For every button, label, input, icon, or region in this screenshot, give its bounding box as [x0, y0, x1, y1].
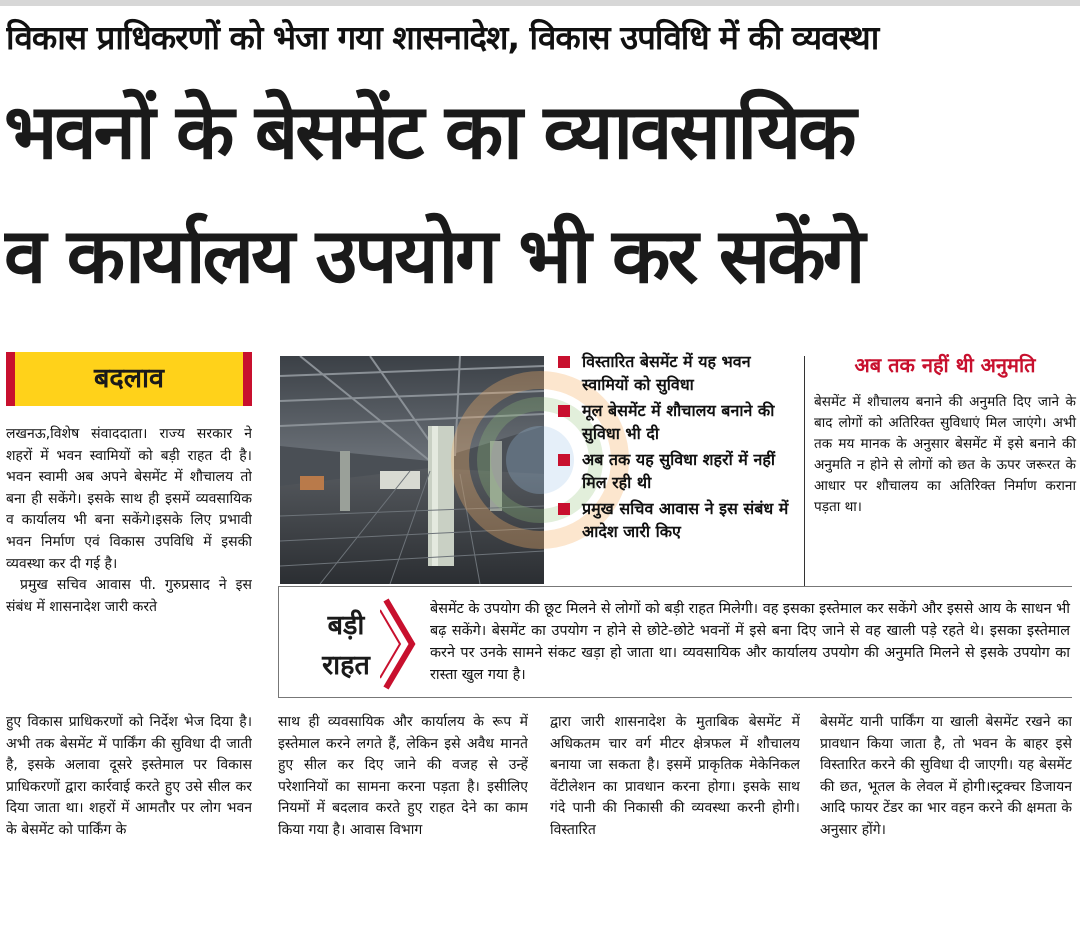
highlight-text: प्रमुख सचिव आवास ने इस संबंध में आदेश जारी किए	[582, 499, 789, 541]
main-headline-line-2: व कार्यालय उपयोग भी कर सकेंगे	[4, 211, 863, 300]
top-border	[0, 0, 1080, 6]
highlight-item	[556, 399, 800, 445]
relief-label-line-1: बड़ी	[327, 610, 365, 641]
body-column-4: बेसमेंट यानी पार्किंग या खाली बेसमेंट रखने का प्रावधान किया जाता है, तो भवन के बाहर इसे विस्तारित करने की सुविधा दी जाएगी। यह बेसमेंट की छत, भूतल के लेवल में होगी।स्ट्रक्चर डिजायन आदि फायर टेंडर का भार वहन करने की क्षमता के अनुसार होंगे।	[820, 714, 1072, 838]
lead-paragraph-1: लखनऊ,विशेष संवाददाता। राज्य सरकार ने शहरों में भवन स्वामियों को बड़ी राहत दी है। भवन स्वामी अब अपने बेसमेंट में शौचालय तो बना ही सकेंगे। इसके साथ ही इसमें व्यवसायिक व कार्यालय भी बना सकेंगे।इसके लिए प्रभावी भवन निर्माण एवं विकास उपविधि में इसकी व्यवस्था कर दी गई है।	[6, 426, 252, 572]
lead-column	[6, 424, 252, 712]
sidebar-title: अब तक नहीं थी अनुमति	[854, 353, 1036, 377]
chevron-right-icon	[380, 596, 420, 692]
body-column-2: साथ ही व्यवसायिक और कार्यालय के रूप में इस्तेमाल करने लगते हैं, लेकिन इसे अवैध मानते हुए सील कर दिए जाने की वजह से उन्हें परेशानियों का सामना करना पड़ता है। इसीलिए नियमों में बदलाव करते हुए राहत देने का काम किया गया है। आवास विभाग	[278, 714, 528, 838]
highlight-item	[556, 350, 800, 396]
highlight-item	[556, 497, 800, 543]
relief-label-line-2: राहत	[322, 650, 370, 681]
section-tag: बदलाव	[6, 352, 252, 406]
kicker-headline: विकास प्राधिकरणों को भेजा गया शासनादेश, विकास उपविधि में की व्यवस्था	[6, 18, 879, 57]
bullet-square-icon	[558, 454, 570, 466]
highlight-text: मूल बेसमेंट में शौचालय बनाने की सुविधा भी दी	[582, 401, 775, 443]
bullet-square-icon	[558, 356, 570, 368]
main-headline-line-1: भवनों के बेसमेंट का व्यावसायिक	[4, 87, 854, 176]
body-column-1: हुए विकास प्राधिकरणों को निर्देश भेज दिया है। अभी तक बेसमेंट में पार्किंग की सुविधा दी जाती है, इसके अलावा दूसरे इस्तेमाल पर विकास प्राधिकरणों द्वारा कार्रवाई करते हुए उसे सील कर दिया जाता था। शहरों में आमतौर पर लोग भवन के बेसमेंट को पार्किंग के	[6, 714, 252, 838]
sidebar-text: बेसमेंट में शौचालय बनाने की अनुमति दिए जाने के बाद लोगों को अतिरिक्त सुविधाएं मिल जाएंगे। अभी तक मय मानक के अनुसार बेसमेंट में इसे बनाने की अनुमति न होने से लोगों को छत के ऊपर जरूरत के आधार पर शौचालय का अतिरिक्त निर्माण कराना पड़ता था।	[814, 394, 1076, 515]
sidebar-divider	[804, 356, 805, 586]
relief-text: बेसमेंट के उपयोग की छूट मिलने से लोगों को बड़ी राहत मिलेगी। वह इसका इस्तेमाल कर सकेंगे और इससे आय के साधन भी बढ़ सकेंगे। बेसमेंट का उपयोग न होने से छोटे-छोटे भवनों में इसे बना दिए जाने से वह खाली पड़े रहते थे। इसका इस्तेमाल करने पर उनके सामने संकट खड़ा हो जाता था। व्यवसायिक और कार्यालय उपयोग की अनुमति मिलने से इसके उपयोग का रास्ता खुल गया है।	[430, 601, 1070, 683]
highlights-list	[556, 350, 800, 546]
lead-paragraph-2: प्रमुख सचिव आवास पी. गुरुप्रसाद ने इस संबंध में शासनादेश जारी करते	[6, 577, 252, 615]
bullet-square-icon	[558, 405, 570, 417]
highlight-item	[556, 448, 800, 494]
highlight-text: अब तक यह सुविधा शहरों में नहीं मिल रही थी	[582, 450, 775, 492]
bullet-square-icon	[558, 503, 570, 515]
highlight-text: विस्तारित बेसमेंट में यह भवन स्वामियों को सुविधा	[582, 352, 751, 394]
body-column-3: द्वारा जारी शासनादेश के मुताबिक बेसमेंट में अधिकतम चार वर्ग मीटर क्षेत्रफल में शौचालय बनाया जा सकता है। इसमें प्राकृतिक मेकेनिकल वेंटीलेशन का प्रावधान करना होगा। इसके साथ गंदे पानी की निकासी की व्यवस्था करनी होगी। विस्तारित	[550, 714, 800, 838]
